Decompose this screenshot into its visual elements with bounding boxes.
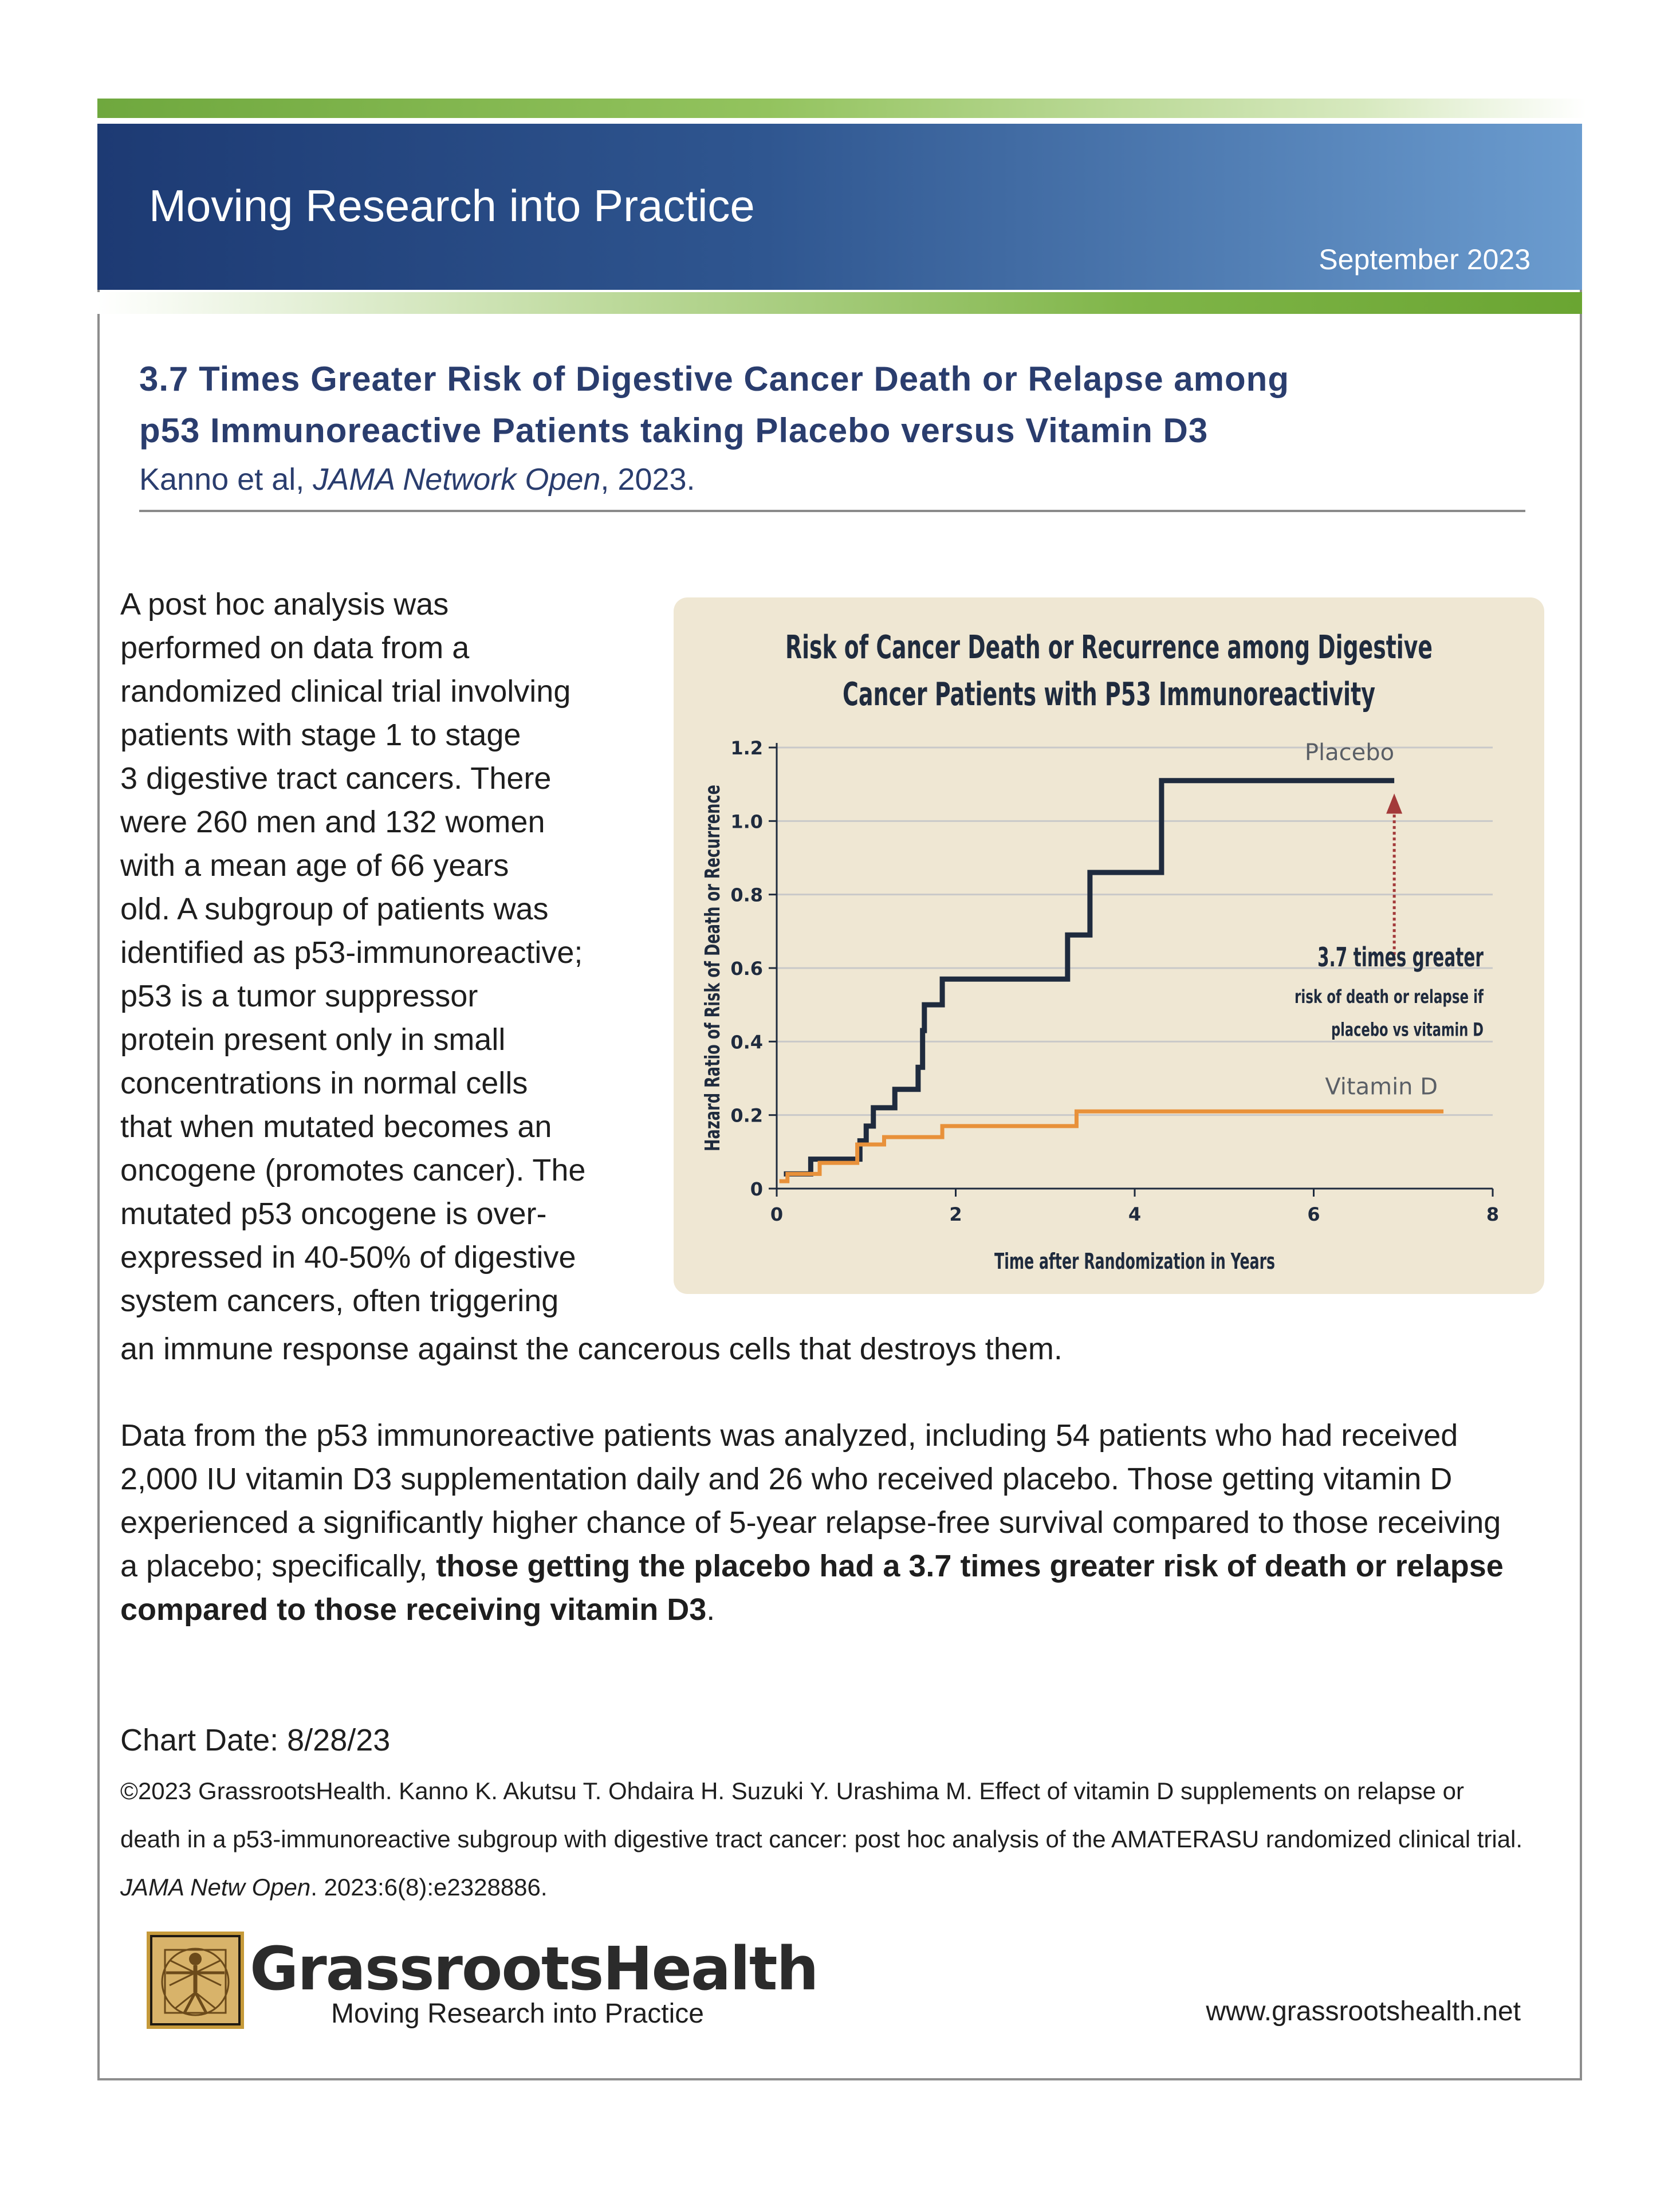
chart-date: Chart Date: 8/28/23 (120, 1723, 391, 1757)
y-tick-label: 1.2 (730, 737, 763, 759)
chart-title-line-1: Risk of Cancer Death or Recurrence among Digestive (785, 629, 1433, 666)
results-key-finding: those getting the placebo had a 3.7 times greater risk of death or relapse compared to those receiving vitamin D3 (120, 1549, 1504, 1627)
results-end: . (706, 1592, 715, 1627)
x-tick-label: 2 (949, 1203, 962, 1225)
intro-line: protein present only in small (120, 1022, 506, 1057)
y-tick-label: 0.4 (730, 1031, 763, 1053)
citation-authors: Kanno et al, (139, 462, 305, 497)
y-tick-label: 0.6 (730, 958, 763, 980)
intro-line: identified as p53-immunoreactive; (120, 935, 583, 970)
vitamin-d-series-label: Vitamin D (1325, 1073, 1438, 1100)
chart-panel (674, 597, 1544, 1294)
y-axis-label: Hazard Ratio of Risk of Death or Recurrence (701, 637, 725, 1151)
results-text: Data from the p53 immunoreactive patients was analyzed, including 54 patients who had received 2,000 IU vitamin D3 supplementation daily and 26 who received placebo. Those getting vitamin D experienced a significantly higher chance of 5-year relapse-free survival compared to those receiving a placebo; specifically, (120, 1418, 1501, 1583)
citation-year: , 2023. (600, 462, 695, 497)
top-accent-bar (97, 99, 1587, 118)
results-paragraph (120, 1414, 1524, 1631)
header-banner (97, 124, 1582, 290)
intro-line: patients with stage 1 to stage (120, 718, 521, 752)
intro-line: that when mutated becomes an (120, 1110, 552, 1144)
intro-line: 3 digestive tract cancers. There (120, 761, 552, 796)
x-tick-label: 8 (1486, 1203, 1500, 1225)
hazard-ratio-chart (674, 597, 1544, 1294)
intro-line: expressed in 40-50% of digestive (120, 1240, 576, 1275)
annotation-headline: 3.7 times greater (1317, 941, 1484, 973)
x-axis-label: Time after Randomization in Years (994, 1249, 1275, 1274)
citation-journal: JAMA Network Open (313, 462, 601, 497)
y-tick-label: 0 (750, 1178, 763, 1200)
x-tick-label: 6 (1307, 1203, 1320, 1225)
brand-tagline: Moving Research into Practice (331, 1999, 704, 2029)
headline-line-1: 3.7 Times Greater Risk of Digestive Cancer Death or Relapse among (139, 360, 1289, 398)
y-tick-label: 0.8 (730, 884, 763, 906)
x-tick-label: 0 (770, 1203, 784, 1225)
intro-line: system cancers, often triggering (120, 1284, 559, 1318)
website-link[interactable]: www.grassrootshealth.net (1206, 1996, 1521, 2027)
vitruvian-logo-icon (147, 1932, 244, 2029)
intro-line: were 260 men and 132 women (120, 805, 545, 839)
issue-date: September 2023 (1319, 243, 1531, 276)
intro-line: performed on data from a (120, 631, 470, 665)
y-tick-label: 1.0 (730, 811, 763, 833)
annotation-line-2: placebo vs vitamin D (1331, 1018, 1484, 1041)
headline-line-2: p53 Immunoreactive Patients taking Placebo versus Vitamin D3 (139, 411, 1209, 450)
reference-text: ©2023 GrassrootsHealth. Kanno K. Akutsu T. Ohdaira H. Suzuki Y. Urashima M. Effect of vitamin D supplements on relapse or death in a p53-immunoreactive subgroup with digestive tract cancer: post hoc analysis of the AMATERASU randomized clinical trial. (120, 1777, 1523, 1852)
annotation-arrow-head (1386, 793, 1402, 813)
reference-details: . 2023:6(8):e2328886. (310, 1874, 548, 1901)
article-headline (139, 353, 1548, 457)
intro-line: p53 is a tumor suppressor (120, 979, 478, 1013)
intro-line: concentrations in normal cells (120, 1066, 528, 1100)
chart-title-line-2: Cancer Patients with P53 Immunoreactivity (843, 676, 1375, 713)
headline-divider (139, 510, 1525, 512)
intro-line: oncogene (promotes cancer). The (120, 1153, 586, 1187)
intro-paragraph (120, 583, 653, 1323)
intro-line: old. A subgroup of patients was (120, 892, 549, 926)
intro-line: randomized clinical trial involving (120, 674, 571, 709)
reference-journal: JAMA Netw Open (120, 1874, 311, 1901)
annotation-line-1: risk of death or relapse if (1295, 985, 1484, 1008)
brand-logo-text: GrassrootsHealth (250, 1934, 818, 2004)
x-tick-label: 4 (1128, 1203, 1142, 1225)
green-accent-bar (97, 292, 1582, 314)
intro-last-line: an immune response against the cancerous cells that destroys them. (120, 1332, 1063, 1366)
article-citation (139, 462, 695, 497)
placebo-series-label: Placebo (1304, 739, 1395, 766)
vitamin-d-line (780, 1111, 1443, 1181)
banner-title: Moving Research into Practice (149, 180, 755, 231)
intro-line: mutated p53 oncogene is over- (120, 1197, 547, 1231)
reference-citation (120, 1767, 1524, 1911)
intro-line: A post hoc analysis was (120, 587, 449, 622)
y-tick-label: 0.2 (730, 1104, 763, 1127)
intro-line: with a mean age of 66 years (120, 848, 509, 883)
